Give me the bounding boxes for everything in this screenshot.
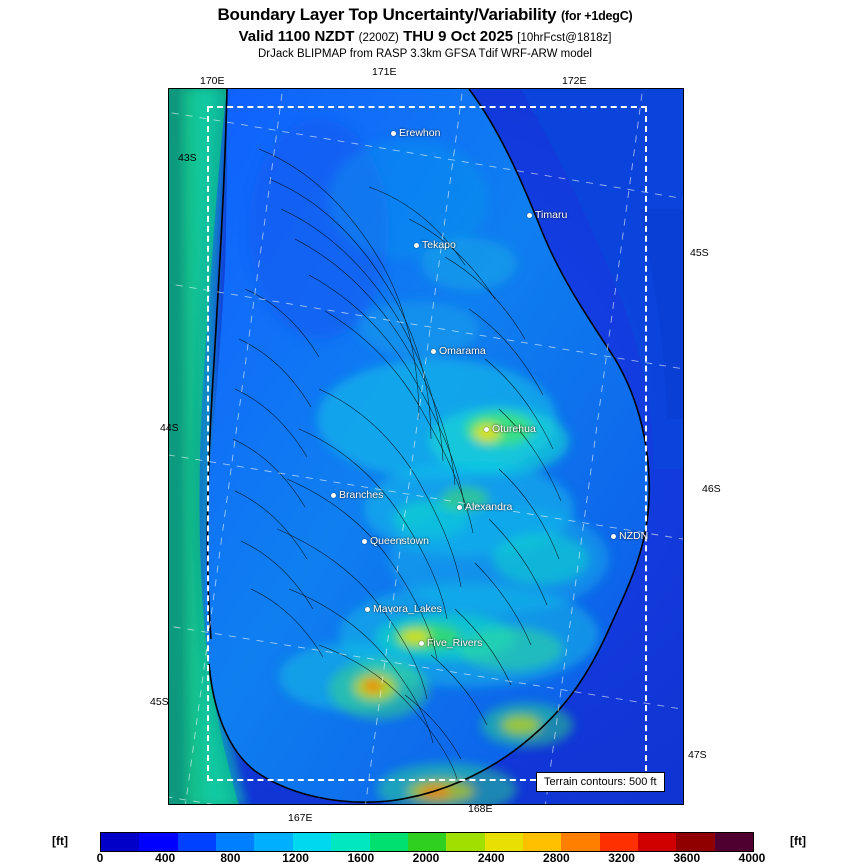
colorbar-units-left: [ft]	[52, 834, 68, 848]
forecast-domain-box	[207, 106, 647, 781]
map-plot-area	[168, 88, 684, 805]
subtitle-valid-time: Valid 1100 NZDT (2200Z) THU 9 Oct 2025 [10hrFcst@1818z]	[238, 28, 612, 45]
colorbar-tick-label: 4000	[738, 851, 766, 865]
axis-tick-label: 45S	[150, 696, 169, 708]
colorbar-swatch	[254, 833, 292, 851]
city-dot-icon	[457, 505, 462, 510]
city-dot-icon	[431, 349, 436, 354]
axis-tick-label: 172E	[562, 75, 587, 87]
subtitle-model-source: DrJack BLIPMAP from RASP 3.3km GFSA Tdif WRF-ARW model	[257, 48, 592, 60]
colorbar	[100, 832, 754, 852]
city-dot-icon	[527, 213, 532, 218]
colorbar-tick-label: 2800	[543, 851, 570, 865]
colorbar-tick-label: 1200	[282, 851, 309, 865]
axis-tick-label: 43S	[178, 152, 197, 164]
terrain-contour-note: Terrain contours: 500 ft	[536, 772, 665, 792]
page-title: Boundary Layer Top Uncertainty/Variability (for +1degC)	[217, 5, 633, 24]
axis-tick-label: 170E	[200, 75, 225, 87]
axis-tick-label: 47S	[688, 749, 707, 761]
axis-tick-label: 171E	[372, 66, 397, 78]
colorbar-swatch	[408, 833, 446, 851]
city-dot-icon	[331, 493, 336, 498]
city-dot-icon	[484, 427, 489, 432]
city-label: Queenstown	[362, 535, 429, 547]
city-dot-icon	[365, 607, 370, 612]
colorbar-swatch	[293, 833, 331, 851]
colorbar-units-right: [ft]	[790, 834, 806, 848]
colorbar-tick-label: 400	[155, 851, 176, 865]
city-label: Timaru	[527, 209, 567, 221]
city-dot-icon	[414, 243, 419, 248]
colorbar-ticks	[0, 851, 850, 865]
city-label: Omarama	[431, 345, 486, 357]
city-dot-icon	[611, 534, 616, 539]
title-block	[0, 0, 850, 60]
axis-tick-label: 46S	[702, 483, 721, 495]
city-label: Oturehua	[484, 423, 536, 435]
colorbar-tick-label: 3200	[608, 851, 635, 865]
colorbar-swatch	[676, 833, 714, 851]
colorbar-tick-label: 3600	[673, 851, 701, 865]
colorbar-swatch	[446, 833, 484, 851]
city-label: Five_Rivers	[419, 637, 482, 649]
colorbar-tick-label: 1600	[347, 851, 375, 865]
colorbar-swatch	[139, 833, 177, 851]
colorbar-swatch	[216, 833, 254, 851]
colorbar-swatch	[715, 833, 753, 851]
city-dot-icon	[391, 131, 396, 136]
city-label: Alexandra	[457, 501, 512, 513]
axis-tick-label: 44S	[160, 422, 179, 434]
colorbar-swatch	[178, 833, 216, 851]
city-label: Mavora_Lakes	[365, 603, 442, 615]
city-label: NZDN	[611, 530, 648, 542]
city-label: Branches	[331, 489, 383, 501]
colorbar-swatch	[370, 833, 408, 851]
colorbar-tick-label: 800	[220, 851, 241, 865]
colorbar-tick-label: 2000	[412, 851, 440, 865]
axis-tick-label: 168E	[468, 803, 493, 815]
city-dot-icon	[419, 641, 424, 646]
axis-tick-label: 167E	[288, 812, 313, 824]
colorbar-swatch	[638, 833, 676, 851]
colorbar-swatch	[561, 833, 599, 851]
colorbar-swatch	[485, 833, 523, 851]
colorbar-tick-label: 0	[96, 851, 104, 865]
city-label: Erewhon	[391, 127, 440, 139]
colorbar-swatch	[331, 833, 369, 851]
colorbar-tick-label: 2400	[477, 851, 505, 865]
axis-tick-label: 45S	[690, 247, 709, 259]
colorbar-swatch	[523, 833, 561, 851]
city-dot-icon	[362, 539, 367, 544]
city-label: Tekapo	[414, 239, 456, 251]
colorbar-swatch	[600, 833, 638, 851]
colorbar-swatch	[101, 833, 139, 851]
